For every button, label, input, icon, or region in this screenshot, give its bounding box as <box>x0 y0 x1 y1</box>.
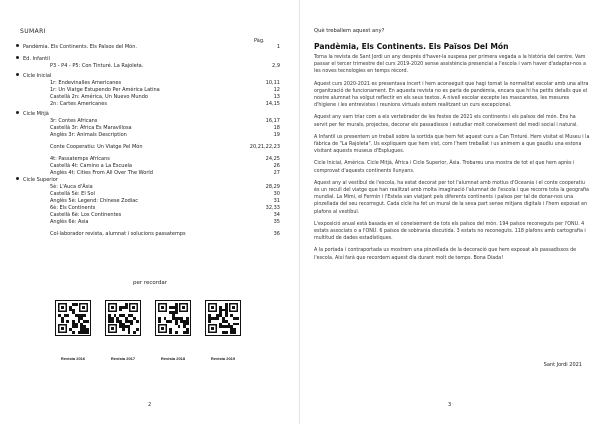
sumari-title: SUMARI <box>20 28 46 35</box>
bullet-icon <box>16 44 19 47</box>
article-paragraph: Torna la revista de Sant Jordi un any després d'haver-la suspesa per primera vegada a la història del centre. Vam passar el tercer trimestre del curs 2019-2020 sense assistència presencial a l'escola i vam haver d'adaptar-nos a les noves tecnologies en temps rècord. <box>314 55 586 75</box>
article-paragraph: A Infantil us presentem un treball sobre la sortida que hem fet aquest curs a Can Tinturé. Hem visitat el Museu i la fàbrica de "La Rajoleta". Us expliquem que hem vist, com l'hem treballat i us animem a que gaudiu una estona visitant aquests museus d'Esplugues. <box>314 134 590 155</box>
bullet-icon <box>16 111 19 114</box>
toc-entry-text: Castellà 2n: América, Un Nuevo Mundo <box>50 94 148 100</box>
toc-entry-text: Castellà 6è: Los Continentes <box>50 212 122 218</box>
toc-entry-title <box>50 156 110 163</box>
toc-entry-text: 5è: L'Auca d'Àsia <box>50 184 93 190</box>
qr-code-row <box>52 300 252 360</box>
toc-entry-title <box>50 101 107 108</box>
toc-entry-text: Ed. Infantil <box>23 56 50 62</box>
toc-section <box>16 73 280 80</box>
toc-entry-text: P3 - P4 - P5: Con Tinturé. La Rajoleta. <box>50 63 144 69</box>
toc-entry-title <box>50 80 121 87</box>
qr-code-label: Revista 2018 <box>160 356 186 361</box>
toc-entry-page: 18 <box>273 125 280 131</box>
toc-entry-title <box>16 73 51 80</box>
toc-section <box>16 177 280 184</box>
toc-entry-page: 14,15 <box>265 101 280 107</box>
toc-entry <box>16 63 280 70</box>
toc-entry-text: 1r: Endevinalles Americanes <box>50 80 122 86</box>
toc-entry-title <box>50 132 127 139</box>
bullet-icon <box>16 73 19 76</box>
toc-entry <box>16 132 280 139</box>
toc-entry-page: 27 <box>273 170 280 176</box>
toc-entry <box>16 198 280 205</box>
article-paragraph: Aquest any vam triar com a eix vertebrador de les festes de 2021 els continents i els països del món. Ens ha servit per fer murals, projectes, decorar els passadissos i estudiar molt coneixement del medi social i natural. <box>314 115 578 128</box>
toc-entry-page: 12 <box>273 87 280 93</box>
toc-entry-page: 2,9 <box>272 63 280 69</box>
table-of-contents <box>16 44 280 238</box>
qr-code-icon[interactable] <box>205 300 241 336</box>
toc-entry-text: Castellà 5è: El Sol <box>50 191 95 197</box>
toc-entry-page: 20,21,22,23 <box>249 144 280 150</box>
toc-entry-text: Cicle Superior <box>23 177 58 183</box>
toc-entry-page: 24,25 <box>265 156 280 162</box>
toc-entry-title <box>50 63 143 70</box>
toc-entry <box>16 191 280 198</box>
qr-code-icon[interactable] <box>155 300 191 336</box>
toc-entry-title <box>50 144 143 151</box>
toc-entry <box>16 163 280 170</box>
toc-entry-text: 2n: Cartes Americanes <box>50 101 107 107</box>
qr-code-item[interactable] <box>152 300 194 361</box>
toc-entry-text: Anglès 4t: Cities From All Over The World <box>50 170 153 176</box>
toc-entry-page: 28,29 <box>265 184 280 190</box>
toc-section <box>16 111 280 118</box>
toc-entry-title <box>50 94 148 101</box>
article-body <box>314 54 590 267</box>
toc-entry-text: Pandèmia. Els Continents. Els Països del Món. <box>23 44 137 50</box>
toc-entry-text: 4t: Passatemps Africans <box>50 156 110 162</box>
intro-question: Què treballem aquest any? <box>314 28 385 34</box>
toc-entry-title <box>50 170 153 177</box>
signature: Sant Jordi 2021 <box>543 362 582 368</box>
toc-entry-text: Anglès 6è: Asia <box>50 219 89 225</box>
toc-entry-title <box>16 177 58 184</box>
bullet-icon <box>16 177 19 180</box>
toc-entry-text: Cicle Mitjà <box>23 111 49 117</box>
toc-entry-title <box>50 118 97 125</box>
toc-entry <box>16 184 280 191</box>
toc-entry-title <box>50 212 121 219</box>
article-paragraph: Aquest curs 2020-2021 es presentava incert i hem aconseguit que hagi tornat la normalitat escolar amb una altra organització de funcionament. En aquesta revista no es parla de pandèmia, encara que hi ha petits detalls que el nostre alumnat ha volgut reflectir en els seus textos. A nivell escolar excepte les mascaretes, les mesures d'higiene i les entrevistes i reunions virtuals estem realitzant un curs excepcional. <box>314 81 589 109</box>
toc-entry <box>16 231 280 238</box>
toc-entry-page: 26 <box>273 163 280 169</box>
toc-section <box>16 44 280 51</box>
toc-entry-page: 16,17 <box>265 118 280 124</box>
toc-entry <box>16 80 280 87</box>
toc-entry-text: Anglès 3r: Animals Description <box>50 132 127 138</box>
toc-entry-title <box>50 184 93 191</box>
toc-entry <box>16 212 280 219</box>
toc-entry-page: 31 <box>273 198 280 204</box>
right-page <box>300 0 600 424</box>
toc-entry-text: Cicle Inicial <box>23 73 52 79</box>
article-paragraph: Aquest any al vestíbul de l'escola, ha estat decorat per tot l'alumnat amb motius d'Oceania i el conte cooperatiu és un recull del viatge que han realitzat amb molta imaginació l'alumnat de l'escola i que recorre tota la geografia mundial. La Mimi, el Fermín i l'Estela van viatjant pels diferents continents i països per tal de donar-nos una pinzellada del seu recorregut. Cada cicle ha fet un mural de la seva part sense mitjans digitals i l'hem exposat en plafons al vestíbul. <box>314 180 589 215</box>
toc-entry <box>16 101 280 108</box>
toc-entry-title <box>50 87 160 94</box>
toc-entry <box>16 144 280 151</box>
toc-entry <box>16 118 280 125</box>
toc-entry <box>16 219 280 226</box>
toc-entry-text: 6è: Els Continents <box>50 205 96 211</box>
article-paragraph: Cicle Inicial, Amèrica. Cicle Mitjà, Àfrica i Cicle Superior, Àsia. Trobareu una mostra de tot el que hem après i comprovat d'aquests continents llunyans. <box>314 161 575 174</box>
toc-entry-page: 34 <box>273 212 280 218</box>
toc-entry <box>16 170 280 177</box>
toc-entry <box>16 125 280 132</box>
qr-code-item[interactable] <box>202 300 244 361</box>
toc-entry-title <box>16 111 49 118</box>
toc-entry-title <box>50 205 95 212</box>
toc-entry-text: Anglès 5è: Legend: Chinese Zodiac <box>50 198 139 204</box>
page-number-right: 3 <box>448 402 452 408</box>
page-column-header: Pàg. <box>254 38 265 44</box>
qr-code-icon[interactable] <box>105 300 141 336</box>
toc-entry-page: 13 <box>273 94 280 100</box>
toc-entry-page: 35 <box>273 219 280 225</box>
toc-entry-title <box>16 44 137 51</box>
toc-entry-text: 1r: Un Viatge Estupendo Per América Latina <box>50 87 160 93</box>
toc-section <box>16 56 280 63</box>
article-title: Pandèmia, Els Continents. Els Països Del Món <box>314 42 509 51</box>
toc-entry <box>16 87 280 94</box>
toc-entry-text: 3r: Contes Africans <box>50 118 98 124</box>
toc-entry-page: 19 <box>273 132 280 138</box>
qr-code-label: Revista 2019 <box>210 356 236 361</box>
toc-entry-page: 32,33 <box>265 205 280 211</box>
toc-entry-text: Castellà 3r: África Es Maravillosa <box>50 125 132 131</box>
toc-entry <box>16 205 280 212</box>
toc-entry-page: 10,11 <box>265 80 280 86</box>
toc-entry-title <box>50 125 132 132</box>
qr-code-label: Revista 2017 <box>110 356 136 361</box>
toc-entry-page: 30 <box>273 191 280 197</box>
toc-entry <box>16 156 280 163</box>
qr-code-item[interactable] <box>52 300 94 361</box>
qr-code-icon[interactable] <box>55 300 91 336</box>
toc-entry-title <box>50 198 138 205</box>
toc-entry-title <box>50 191 95 198</box>
bullet-icon <box>16 56 19 59</box>
toc-entry-page: 36 <box>273 231 280 237</box>
toc-entry-title <box>16 56 50 63</box>
toc-entry-text: Conte Cooperatiu: Un Viatge Pel Món <box>50 144 143 150</box>
toc-entry-text: Col·laborador revista, alumnat i solucions passatemps <box>50 231 186 237</box>
toc-entry-title <box>50 163 132 170</box>
toc-entry-text: Castellà 4t: Camino a La Escuela <box>50 163 132 169</box>
qr-code-item[interactable] <box>102 300 144 361</box>
qr-code-label: Revista 2016 <box>60 356 86 361</box>
toc-entry-title <box>50 219 88 226</box>
article-paragraph: A la portada i contraportada us mostrem una pinzellada de la decoració que hem exposat als passadissos de l'escola. Així farà que recordem aquest dia durant molt de temps. Bona Diada! <box>314 248 577 261</box>
toc-entry <box>16 94 280 101</box>
per-recordar-label: per recordar <box>132 280 168 286</box>
toc-entry-title <box>50 231 186 238</box>
page-number-left: 2 <box>148 402 152 408</box>
toc-entry-page: 1 <box>276 44 280 50</box>
article-paragraph: L'exposició anual està basada en el coneixement de tots els països del món. 194 països reconeguts per l'ONU. 4 estats associats o a l'ONU. 6 països de sobirania discutida. 3 estats no reconeguts. 118 plafons amb cartografia i multitud de dades estadístiques. <box>314 221 586 242</box>
